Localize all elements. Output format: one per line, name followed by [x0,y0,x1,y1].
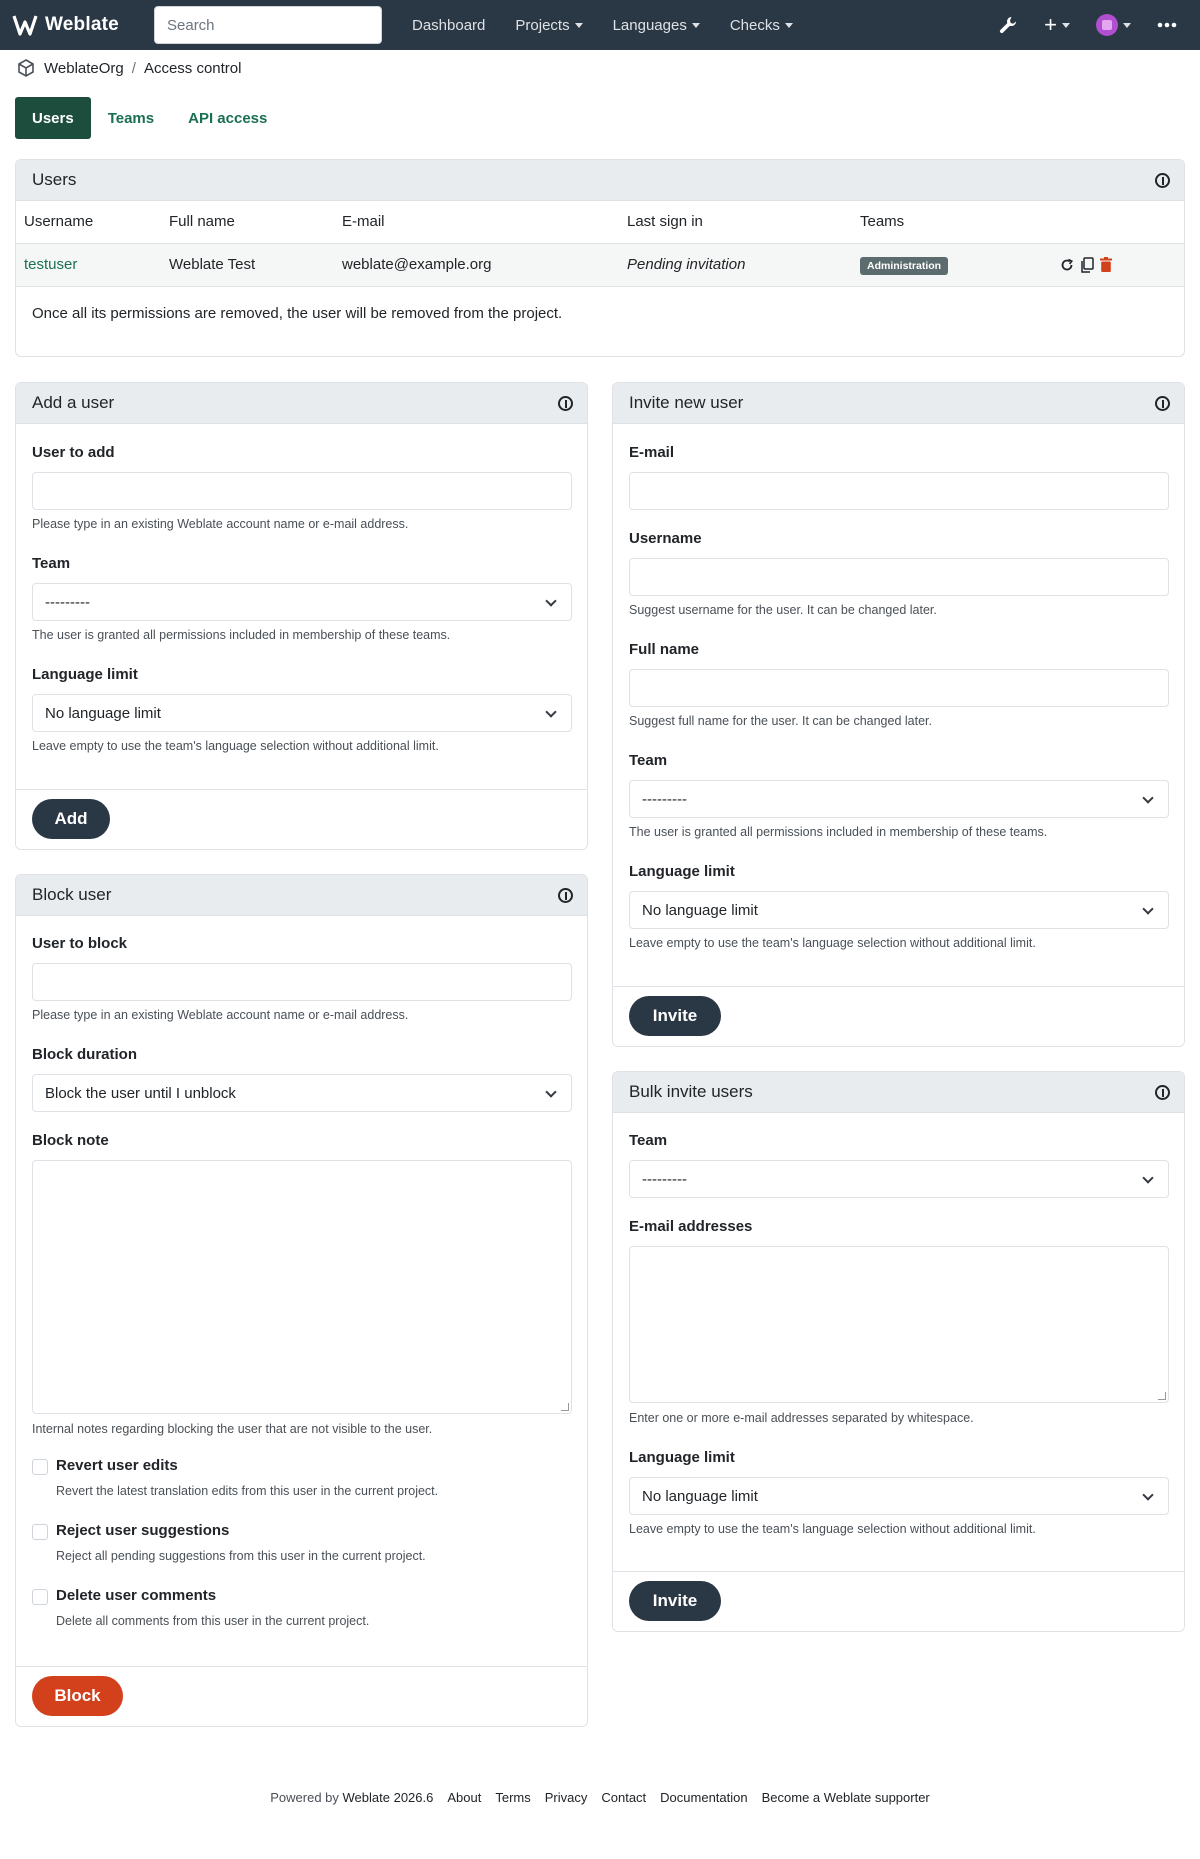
invite-user-title: Invite new user [629,393,744,412]
reject-suggestions-help: Reject all pending suggestions from this user in the current project. [56,1549,426,1563]
reject-suggestions-checkbox[interactable] [32,1524,48,1540]
language-limit-help: Leave empty to use the team's language selection without additional limit. [629,1522,1036,1536]
copy-icon[interactable] [1080,257,1094,273]
full-name-cell: Weblate Test [161,243,334,286]
username-label: Username [629,530,702,547]
footer-link-contact[interactable]: Contact [601,1790,647,1805]
footer-link-supporter[interactable]: Become a Weblate supporter [761,1790,930,1805]
team-help: The user is granted all permissions included in membership of these teams. [629,825,1048,839]
delete-comments-checkbox[interactable] [32,1589,48,1605]
column-header: Teams [852,201,1052,243]
column-header: Full name [161,201,334,243]
user-to-add-help: Please type in an existing Weblate account name or e-mail address. [32,517,409,531]
nav-projects[interactable] [500,17,597,34]
add-menu-button[interactable] [1031,14,1083,36]
bulk-invite-title: Bulk invite users [629,1082,753,1101]
team-select-value: --------- [642,1170,687,1188]
block-duration-select[interactable] [32,1074,572,1112]
block-note-textarea[interactable] [32,1160,572,1414]
footer-link-terms[interactable]: Terms [495,1790,531,1805]
column-header: E-mail [334,201,619,243]
full-name-label: Full name [629,641,700,658]
add-user-title: Add a user [32,393,115,412]
info-icon[interactable] [1155,1085,1170,1100]
block-user-title: Block user [32,885,112,904]
user-to-block-help: Please type in an existing Weblate account name or e-mail address. [32,1008,409,1022]
chevron-down-icon [1142,792,1153,803]
invite-user-footer [613,986,1184,1046]
chevron-down-icon [1142,1489,1153,1500]
more-options-icon[interactable] [1144,22,1190,28]
team-select-value: --------- [642,790,687,808]
language-limit-select[interactable] [629,1477,1169,1515]
nav-dashboard-label: Dashboard [412,16,486,34]
resize-handle-icon[interactable] [1158,1392,1166,1400]
tab-users[interactable]: Users [15,97,91,139]
caret-down-icon [692,23,700,28]
block-duration-label: Block duration [32,1046,138,1063]
user-to-block-input[interactable] [32,963,572,1001]
block-note-help: Internal notes regarding blocking the user that are not visible to the user. [32,1422,433,1436]
info-icon[interactable] [558,888,573,903]
language-limit-label: Language limit [32,666,138,683]
chevron-down-icon [1142,903,1153,914]
bulk-invite-footer [613,1571,1184,1631]
nav-projects-label: Projects [515,16,570,34]
email-addresses-help: Enter one or more e-mail addresses separated by whitespace. [629,1411,974,1425]
row-actions [1060,257,1176,273]
language-limit-select[interactable] [32,694,572,732]
chevron-down-icon [545,706,556,717]
breadcrumb-page[interactable]: Access control [143,59,242,77]
email-label: E-mail [629,444,675,461]
email-field[interactable] [629,472,1169,510]
revert-edits-checkbox[interactable] [32,1459,48,1475]
caret-down-icon [1062,23,1070,28]
team-label: Team [629,752,668,769]
language-limit-select[interactable] [629,891,1169,929]
language-limit-value: No language limit [642,1487,758,1505]
language-limit-value: No language limit [642,901,758,919]
team-select[interactable] [629,1160,1169,1198]
username-link[interactable]: testuser [24,256,78,273]
powered-by-link[interactable]: Weblate 2026.6 [342,1790,434,1805]
add-user-footer [16,789,587,849]
brand-logo-link[interactable] [11,12,154,38]
powered-by [270,1790,433,1805]
add-user-header [16,383,587,424]
block-note-label: Block note [32,1132,109,1149]
avatar [1096,14,1118,36]
table-header-row [16,201,1184,243]
email-addresses-textarea[interactable] [629,1246,1169,1403]
email-cell: weblate@example.org [334,243,619,286]
nav-languages[interactable] [598,17,715,34]
top-navbar [0,0,1200,50]
reject-suggestions-label[interactable]: Reject user suggestions [56,1522,230,1539]
bulk-invite-button[interactable]: Invite [629,1581,721,1621]
brand-name: Weblate [45,14,119,35]
invite-user-header [613,383,1184,424]
user-to-add-input[interactable] [32,472,572,510]
team-help: The user is granted all permissions included in membership of these teams. [32,628,451,642]
block-button[interactable]: Block [32,1676,123,1716]
caret-down-icon [575,23,583,28]
footer-link-documentation[interactable]: Documentation [660,1790,748,1805]
users-table [16,201,1184,287]
plus-icon: + [1044,12,1057,37]
info-icon[interactable] [1155,173,1170,188]
team-badge[interactable]: Administration [860,257,948,275]
caret-down-icon [1123,23,1131,28]
block-user-footer [16,1666,587,1726]
search-input[interactable]: Search [154,6,382,44]
email-addresses-label: E-mail addresses [629,1218,753,1235]
weblate-logo-icon [11,12,39,38]
team-label: Team [32,555,71,572]
tab-api-access[interactable]: API access [188,109,268,127]
invite-button[interactable]: Invite [629,996,721,1036]
chevron-down-icon [545,1086,556,1097]
resend-invitation-icon[interactable] [1060,258,1074,272]
team-select[interactable] [629,780,1169,818]
language-limit-help: Leave empty to use the team's language selection without additional limit. [629,936,1036,950]
footer-link-about[interactable]: About [447,1790,482,1805]
full-name-field[interactable] [629,669,1169,707]
bulk-invite-header [613,1072,1184,1113]
column-header: Username [16,201,161,243]
users-note: Once all its permissions are removed, the user will be removed from the project. [32,305,563,322]
powered-by-prefix: Powered by [270,1790,339,1805]
column-header: Last sign in [619,201,852,243]
username-help: Suggest username for the user. It can be changed later. [629,603,937,617]
breadcrumb [16,56,241,80]
user-menu-button[interactable] [1083,14,1144,36]
page-footer [0,1790,1200,1805]
language-limit-help: Leave empty to use the team's language selection without additional limit. [32,739,439,753]
block-user-header [16,875,587,916]
block-user-card [15,874,588,1727]
nav-checks[interactable] [715,17,808,34]
full-name-help: Suggest full name for the user. It can be changed later. [629,714,932,728]
invite-user-card [612,382,1185,1047]
resize-handle-icon[interactable] [561,1403,569,1411]
nav-languages-label: Languages [612,16,687,34]
nav-dashboard[interactable] [397,17,500,34]
users-card [15,159,1185,357]
info-icon[interactable] [1155,396,1170,411]
last-sign-in-cell: Pending invitation [619,243,852,286]
add-user-card [15,382,588,850]
chevron-down-icon [1142,1172,1153,1183]
delete-comments-label[interactable]: Delete user comments [56,1587,217,1604]
add-button[interactable]: Add [32,799,110,839]
revert-edits-help: Revert the latest translation edits from this user in the current project. [56,1484,439,1498]
user-to-block-label: User to block [32,935,128,952]
language-limit-value: No language limit [45,704,161,722]
breadcrumb-org[interactable]: WeblateOrg [44,59,124,77]
users-card-header [16,160,1184,201]
language-limit-label: Language limit [629,1449,735,1466]
info-icon[interactable] [558,396,573,411]
access-tabs [15,97,284,139]
team-select-value: --------- [45,593,90,611]
team-label: Team [629,1132,668,1149]
users-card-title: Users [32,170,77,189]
nav-checks-label: Checks [729,16,780,34]
breadcrumb-separator: / [131,59,136,77]
footer-link-privacy[interactable]: Privacy [544,1790,588,1805]
table-row [16,243,1184,286]
revert-edits-label[interactable]: Revert user edits [56,1457,178,1474]
column-header-actions [1052,201,1184,243]
username-field[interactable] [629,558,1169,596]
block-duration-value: Block the user until I unblock [45,1084,236,1102]
delete-comments-help: Delete all comments from this user in the current project. [56,1614,370,1628]
team-select[interactable] [32,583,572,621]
organization-icon [16,58,36,78]
language-limit-label: Language limit [629,863,735,880]
delete-icon[interactable] [1100,257,1112,272]
bulk-invite-card [612,1071,1185,1632]
chevron-down-icon [545,595,556,606]
user-to-add-label: User to add [32,444,115,461]
wrench-icon[interactable] [985,15,1031,35]
caret-down-icon [785,23,793,28]
tab-teams[interactable]: Teams [107,109,155,127]
